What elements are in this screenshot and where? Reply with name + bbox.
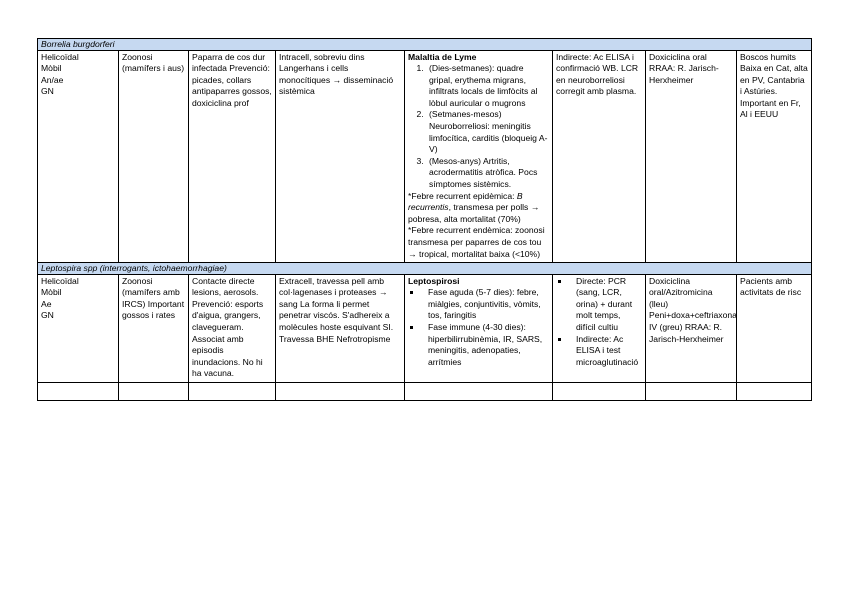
cell-pathogenesis: Extracell, travessa pell amb col·lagenases i proteases → sang La forma li permet penetrar viscós. S'adhereix a molècules hoste esquivant SI. Travessa BHE Nefrotropisme: [276, 274, 405, 382]
table-row-borrelia: [38, 50, 812, 263]
note-epidemic: *Febre recurrent epidèmica: B recurrentis, transmesa per polls → pobresa, alta mortalitat (70%): [408, 190, 540, 224]
cell-clinical: [405, 274, 553, 382]
cell-reservoir: Zoonosi (mamífers amb IRCS) Important gossos i rates: [119, 274, 189, 382]
cell-morphology: Helicoïdal Mòbil An/ae GN: [38, 50, 119, 263]
cell-diagnosis: [553, 274, 646, 382]
cell-epidemiology: Boscos humits Baixa en Cat, alta en PV, Cantabria i Astúries. Important en Fr, Al i EEUU: [737, 50, 812, 263]
diagnosis-list: [556, 276, 642, 369]
cell-diagnosis: Indirecte: Ac ELISA i confirmació WB. LCR en neuroborreliosi corregit amb plasma.: [553, 50, 646, 263]
list-item: 1. (Dies-setmanes): quadre gripal, erythema migrans, infiltrats locals de limfòcits al lòbul auricular o mugrons: [426, 63, 549, 109]
empty-cell: [189, 383, 276, 401]
empty-cell: [38, 383, 119, 401]
cell-clinical: [405, 50, 553, 263]
section-header-borrelia: [38, 39, 812, 51]
section-header-leptospira: [38, 263, 812, 275]
empty-cell: [646, 383, 737, 401]
note-endemic: *Febre recurrent endèmica: zoonosi transmesa per paparres de cos tou → tropical, mortalitat baixa (<10%): [408, 225, 545, 259]
section-title: Borrelia burgdorferi: [38, 39, 812, 51]
list-item: ▪ Fase aguda (5-7 dies): febre, miàlgies, conjuntivitis, vòmits, tos, faringitis: [422, 287, 549, 322]
phase-list: [408, 287, 549, 368]
stage-list: [408, 63, 549, 191]
cell-morphology: Helicoïdal Mòbil Ae GN: [38, 274, 119, 382]
list-item: ▪ Directe: PCR (sang, LCR, orina) + durant molt temps, difícil cultiu: [570, 276, 642, 334]
list-item: ▪ Fase immune (4-30 dies): hiperbilirrubinèmia, IR, SARS, meningitis, adenopaties, arrítmies: [422, 322, 549, 368]
disease-title: Leptospirosi: [408, 275, 460, 286]
empty-cell: [119, 383, 189, 401]
list-item: ▪ Indirecte: Ac ELISA i test microaglutinació: [570, 334, 642, 369]
cell-treatment: Doxiciclina oral RRAA: R. Jarisch-Herxheimer: [646, 50, 737, 263]
cell-transmission: Paparra de cos dur infectada Prevenció: picades, collars antipaparres gossos, doxiciclina prof: [189, 50, 276, 263]
table-row-empty: [38, 383, 812, 401]
cell-treatment: Doxiciclina oral/Azitromicina (lleu) Peni+doxa+ceftriaxona IV (greu) RRAA: R. Jarisch-Herxheimer: [646, 274, 737, 382]
cell-pathogenesis: Intracell, sobreviu dins Langerhans i cells monocítiques → disseminació sistèmica: [276, 50, 405, 263]
empty-cell: [405, 383, 553, 401]
table-row-leptospira: [38, 274, 812, 382]
list-item: 3. (Mesos-anys) Artritis, acrodermatitis atròfica. Pocs símptomes sistèmics.: [426, 156, 549, 191]
cell-transmission: Contacte directe lesions, aerosols. Prevenció: esports d'aigua, grangers, clavegueram. Associat amb episodis inundacions. No hi ha vacuna.: [189, 274, 276, 382]
list-item: 2. (Setmanes-mesos) Neuroborreliosi: meningitis limfocítica, carditis (bloqueig A-V): [426, 109, 549, 155]
empty-cell: [553, 383, 646, 401]
cell-epidemiology: Pacients amb activitats de risc: [737, 274, 812, 382]
disease-title: Malaltia de Lyme: [408, 51, 477, 62]
section-title: Leptospira spp (interrogants, ictohaemorrhagiae): [38, 263, 812, 275]
cell-reservoir: Zoonosi (mamífers i aus): [119, 50, 189, 263]
microbiology-table: [37, 38, 812, 401]
empty-cell: [737, 383, 812, 401]
empty-cell: [276, 383, 405, 401]
